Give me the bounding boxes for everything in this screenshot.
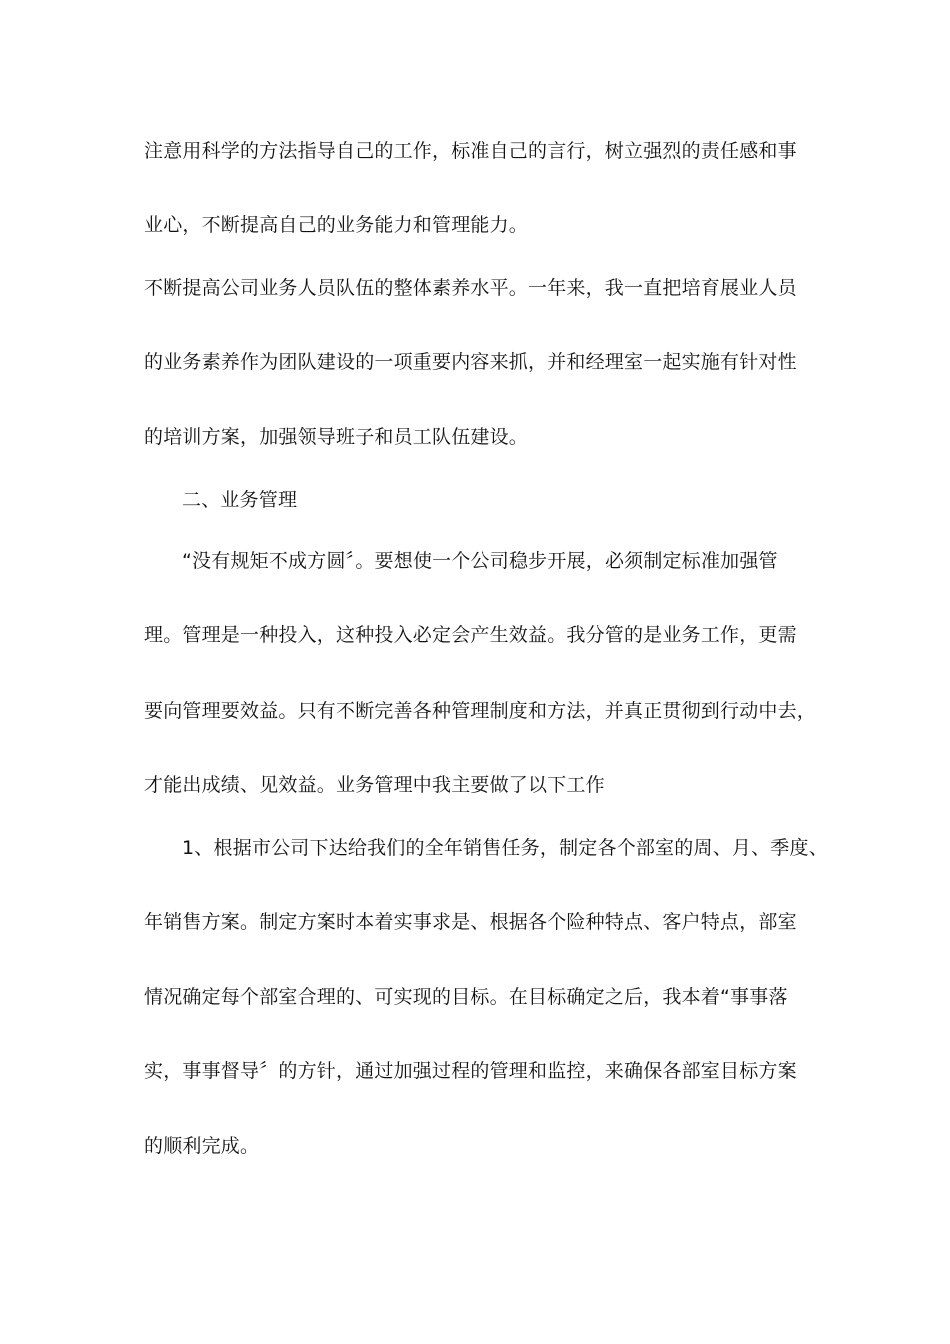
- paragraph-line: 业心，不断提高自己的业务能力和管理能力。: [144, 214, 529, 236]
- paragraph-line: 要向管理要效益。只有不断完善各种管理制度和方法，并真正贯彻到行动中去，: [144, 700, 817, 722]
- paragraph-line: 的培训方案，加强领导班子和员工队伍建设。: [144, 426, 529, 448]
- paragraph-line: 理。管理是一种投入，这种投入必定会产生效益。我分管的是业务工作，更需: [144, 624, 797, 646]
- paragraph-line: 的顺利完成。: [144, 1135, 260, 1157]
- paragraph-line: 才能出成绩、见效益。业务管理中我主要做了以下工作: [144, 774, 605, 796]
- paragraph-line: 注意用科学的方法指导自己的工作，标准自己的言行，树立强烈的责任感和事: [144, 140, 797, 162]
- section-heading: 二、业务管理: [182, 489, 298, 511]
- paragraph-line: 情况确定每个部室合理的、可实现的目标。在目标确定之后，我本着“事事落: [144, 986, 788, 1008]
- paragraph-line: 年销售方案。制定方案时本着实事求是、根据各个险种特点、客户特点，部室: [144, 911, 797, 933]
- paragraph-line: 不断提高公司业务人员队伍的整体素养水平。一年来，我一直把培育展业人员: [144, 277, 797, 299]
- list-item: 1、根据市公司下达给我们的全年销售任务，制定各个部室的周、月、季度、: [182, 837, 828, 859]
- paragraph-line: 的业务素养作为团队建设的一项重要内容来抓，并和经理室一起实施有针对性: [144, 351, 797, 373]
- paragraph-line: 实，事事督导〞的方针，通过加强过程的管理和监控，来确保各部室目标方案: [144, 1060, 797, 1082]
- paragraph-line: “没有规矩不成方圆〞。要想使一个公司稳步开展，必须制定标准加强管: [182, 550, 778, 572]
